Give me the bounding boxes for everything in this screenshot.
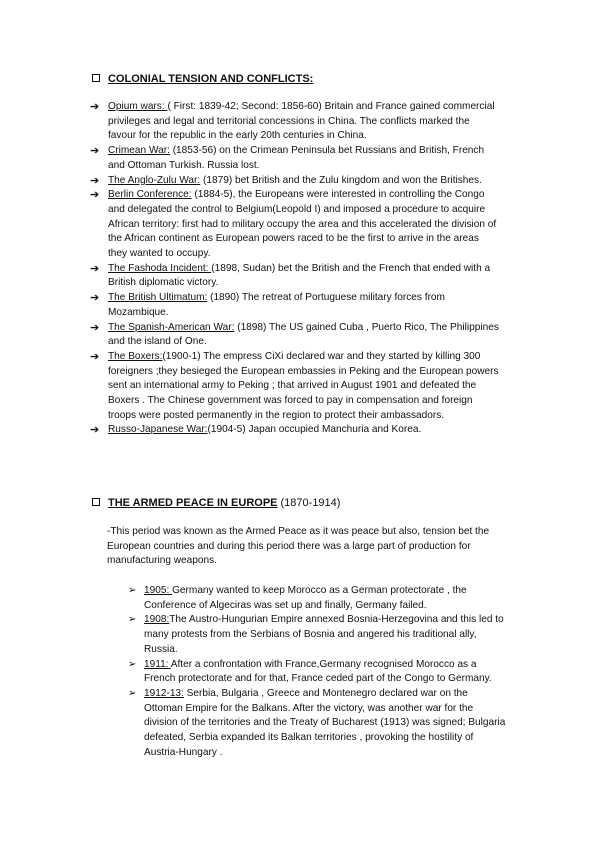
item-text: (1884-5), the Europeans were interested in controlling the Congo and delegated the control to Belgium(Leopold I) and imposed a procedure to acquire African territory: first had to military occupy the area and this accelerated the division of the African continent as European powers raced to be the first to arrive in the areas they wanted to occupy.: [108, 189, 497, 260]
item-term: Crimean War:: [108, 145, 170, 157]
item-text: ( First: 1839-42; Second: 1856-60) Britain and France gained commercial privileges and legal and territorial concessions in China. The conflicts marked the favour for the republic in the early 20th centuries in China.: [108, 101, 495, 142]
item-text: (1900-1) The empress CiXi declared war and they started by killing 300 foreigners ;they besieged the European embassies in Peking and the European powers sent an international army to Peking ; that arrived in August 1901 and defeated the Boxers . The Chinese government was forced to pay in compensation and foreign troops were posted permanently in the region to protect their ambassadors.: [108, 350, 499, 421]
arrow-bullet-icon: ➔: [90, 101, 100, 113]
arrow-bullet-icon: ➔: [90, 145, 100, 158]
item-text: (1879) bet British and the Zulu kingdom and won the Britishes.: [200, 174, 482, 186]
list-item: [128, 613, 506, 657]
item-term: 1911:: [144, 658, 171, 670]
item-text: The Austro-Hungurian Empire annexed Bosnia-Herzegovina and this led to many protests from the Serbians of Bosnia and angered his traditional ally, Russia.: [144, 614, 504, 655]
list-item: [90, 350, 500, 424]
arrow-bullet-icon: ➔: [90, 292, 100, 305]
list-item: [90, 144, 500, 173]
item-text: Serbia, Bulgaria , Greece and Montenegro declared war on the Ottoman Empire for the Balkans. After the victory, was another war for the division of the territories and the Treaty of Bucharest (1913) was signed; Bulgaria defeated, Serbia expanded its Balkan territories , provoking the hostility of Austria-Hungary .: [144, 687, 506, 758]
list-item: [90, 321, 500, 350]
intro-paragraph: -This period was known as the Armed Peace as it was peace but also, tension bet the European countries and during this period there was a large part of production for manufacturing weapons.: [107, 526, 490, 567]
item-term: The British Ultimatum:: [108, 292, 208, 304]
list-item: [128, 584, 506, 613]
item-term: Berlin Conference:: [108, 189, 192, 201]
events-list: [128, 584, 506, 760]
triangle-bullet-icon: ➢: [128, 585, 137, 596]
item-term: The Boxers:: [108, 350, 163, 362]
list-item: [128, 658, 506, 687]
section-title-suffix: (1870-1914): [280, 497, 341, 509]
item-term: The Anglo-Zulu War:: [108, 174, 201, 186]
checkbox-square-icon: [92, 74, 100, 82]
arrow-bullet-icon: ➔: [90, 189, 100, 202]
item-term: Opium wars:: [108, 101, 168, 112]
item-term: 1908:: [144, 614, 170, 626]
section-title: COLONIAL TENSION AND CONFLICTS:: [108, 73, 314, 85]
arrow-bullet-icon: ➔: [90, 350, 100, 363]
arrow-bullet-icon: ➔: [90, 424, 100, 437]
item-text: (1898, Sudan) bet the British and the French that ended with a British diplomatic victory.: [108, 262, 491, 289]
item-term: The Spanish-American War:: [108, 321, 235, 333]
item-term: 1912-13:: [144, 687, 184, 699]
arrow-bullet-icon: ➔: [90, 262, 100, 275]
item-text: (1898) The US gained Cuba , Puerto Rico, The Philippines and the island of One.: [108, 321, 499, 348]
list-item: [90, 291, 500, 320]
arrow-bullet-icon: ➔: [90, 321, 100, 334]
item-term: The Fashoda Incident:: [108, 262, 212, 274]
triangle-bullet-icon: ➢: [128, 687, 137, 699]
list-item: [90, 188, 500, 262]
list-item: [128, 687, 506, 761]
item-term: 1905:: [144, 585, 173, 596]
section-title: THE ARMED PEACE IN EUROPE: [108, 497, 278, 509]
item-term: Russo-Japanese War:: [108, 424, 208, 436]
triangle-bullet-icon: ➢: [128, 614, 137, 626]
section-heading-armed-peace: [92, 496, 340, 510]
list-item: [90, 262, 500, 291]
item-text: Germany wanted to keep Morocco as a German protectorate , the Conference of Algeciras was set up and finally, Germany failed.: [144, 585, 467, 611]
list-item: [90, 100, 500, 144]
list-item: [90, 423, 500, 438]
section-heading-colonial: [92, 72, 313, 86]
conflicts-list: [90, 100, 500, 438]
list-item: [90, 174, 500, 189]
checkbox-square-icon: [92, 498, 100, 506]
item-text: After a confrontation with France,Germany recognised Morocco as a French protectorate and for that, France ceded part of the Congo to Germany.: [144, 658, 492, 685]
arrow-bullet-icon: ➔: [90, 174, 100, 187]
item-text: (1890) The retreat of Portuguese military forces from Mozambique.: [108, 292, 445, 318]
triangle-bullet-icon: ➢: [128, 658, 137, 670]
item-text: (1904-5) Japan occupied Manchuria and Korea.: [207, 424, 422, 436]
item-text: (1853-56) on the Crimean Peninsula bet Russians and British, French and Ottoman Turkish. Russia lost.: [108, 145, 485, 171]
